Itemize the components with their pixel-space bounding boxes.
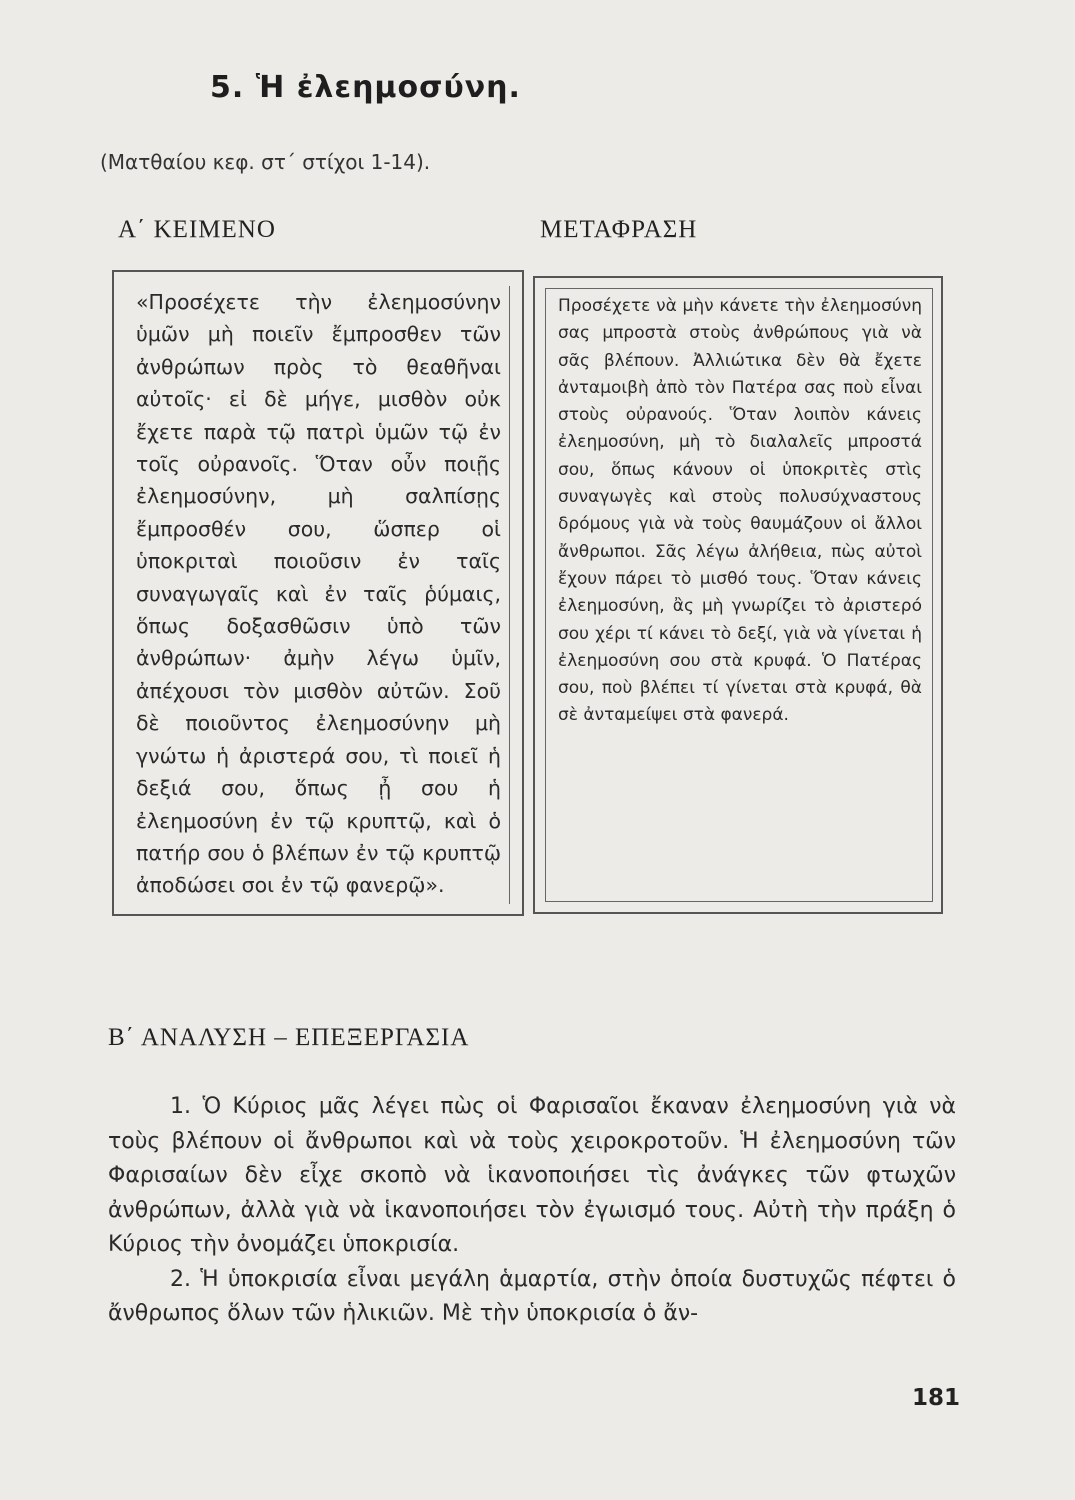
chapter-title: 5. Ἡ ἐλεημοσύνη.: [210, 70, 521, 105]
translation-text: Προσέχετε νὰ μὴν κάνετε τὴν ἐλεημοσύνη σας μπροστὰ στοὺς ἀνθρώπους γιὰ νὰ σᾶς βλέπουν. Ἀλλιώτικα δὲν θὰ ἔχετε ἀνταμοιβὴ ἀπὸ τὸν Πατέρα σας ποὺ εἶναι στοὺς οὐρανούς. Ὅταν λοιπὸν κάνεις ἐλεημοσύνη, μὴ τὸ διαλαλεῖς μπροστά σου, ὅπως κάνουν οἱ ὑποκριτὲς στὶς συναγωγὲς καὶ στοὺς πολυσύχναστους δρόμους γιὰ νὰ τοὺς θαυμάζουν οἱ ἄλλοι ἄνθρωποι. Σᾶς λέγω ἀλήθεια, πὼς αὐτοὶ ἔχουν πάρει τὸ μισθό τους. Ὅταν κάνεις ἐλεημοσύνη, ἂς μὴ γνωρίζει τὸ ἀριστερό σου χέρι τί κάνει τὸ δεξί, γιὰ νὰ γίνεται ἡ ἐλεημοσύνη σου στὰ κρυφά. Ὁ Πατέρας σου, ποὺ βλέπει τί γίνεται στὰ κρυφά, θὰ σὲ ἀνταμείψει στὰ φανερά.: [558, 296, 922, 726]
page-number: 181: [912, 1385, 961, 1411]
analysis-paragraph: 2. Ἡ ὑποκρισία εἶναι μεγάλη ἁμαρτία, στὴν ὁποία δυστυχῶς πέφτει ὁ ἄνθρωπος ὅλων τῶν ἡλικιῶν. Μὲ τὴν ὑποκρισία ὁ ἄν-: [108, 1266, 956, 1326]
original-text: «Προσέχετε τὴν ἐλεημοσύνην ὑμῶν μὴ ποιεῖν ἔμπροσθεν τῶν ἀνθρώπων πρὸς τὸ θεαθῆναι αὐτοῖς· εἰ δὲ μήγε, μισθὸν οὐκ ἔχετε παρὰ τῷ πατρὶ ὑμῶν τῷ ἐν τοῖς οὐρανοῖς. Ὅταν οὖν ποιῇς ἐλεημοσύνην, μὴ σαλπίσῃς ἔμπροσθέν σου, ὥσπερ οἱ ὑποκριταὶ ποιοῦσιν ἐν ταῖς συναγωγαῖς καὶ ἐν ταῖς ῥύμαις, ὅπως δοξασθῶσιν ὑπὸ τῶν ἀνθρώπων· ἀμὴν λέγω ὑμῖν, ἀπέχουσι τὸν μισθὸν αὐτῶν. Σοῦ δὲ ποιοῦντος ἐλεημοσύνην μὴ γνώτω ἡ ἀριστερά σου, τὶ ποιεῖ ἡ δεξιά σου, ὅπως ᾖ σου ἡ ἐλεημοσύνη ἐν τῷ κρυπτῷ, καὶ ὁ πατήρ σου ὁ βλέπων ἐν τῷ κρυπτῷ ἀποδώσει σοι ἐν τῷ φανερῷ».: [136, 290, 501, 898]
analysis-body: [108, 1090, 956, 1332]
analysis-heading: Β΄ ΑΝΑΛΥΣΗ – ΕΠΕΞΕΡΓΑΣΙΑ: [108, 1024, 470, 1051]
original-text-box: [112, 270, 524, 916]
translation-box: [533, 276, 943, 914]
original-text-heading: Α΄ ΚΕΙΜΕΝΟ: [118, 216, 276, 243]
translation-heading: ΜΕΤΑΦΡΑΣΗ: [540, 216, 698, 243]
analysis-paragraph: 1. Ὁ Κύριος μᾶς λέγει πὼς οἱ Φαρισαῖοι ἔκαναν ἐλεημοσύνη γιὰ νὰ τοὺς βλέπουν οἱ ἄνθρωποι καὶ νὰ τοὺς χειροκροτοῦν. Ἡ ἐλεημοσύνη τῶν Φαρισαίων δὲν εἶχε σκοπὸ νὰ ἱκανοποιήσει τὶς ἀνάγκες τῶν φτωχῶν ἀνθρώπων, ἀλλὰ γιὰ νὰ ἱκανοποιήσει τὸν ἐγωισμό τους. Αὐτὴ τὴν πράξη ὁ Κύριος τὴν ὀνομάζει ὑποκρισία.: [108, 1094, 956, 1257]
scripture-reference: (Ματθαίου κεφ. στ΄ στίχοι 1-14).: [100, 150, 431, 174]
